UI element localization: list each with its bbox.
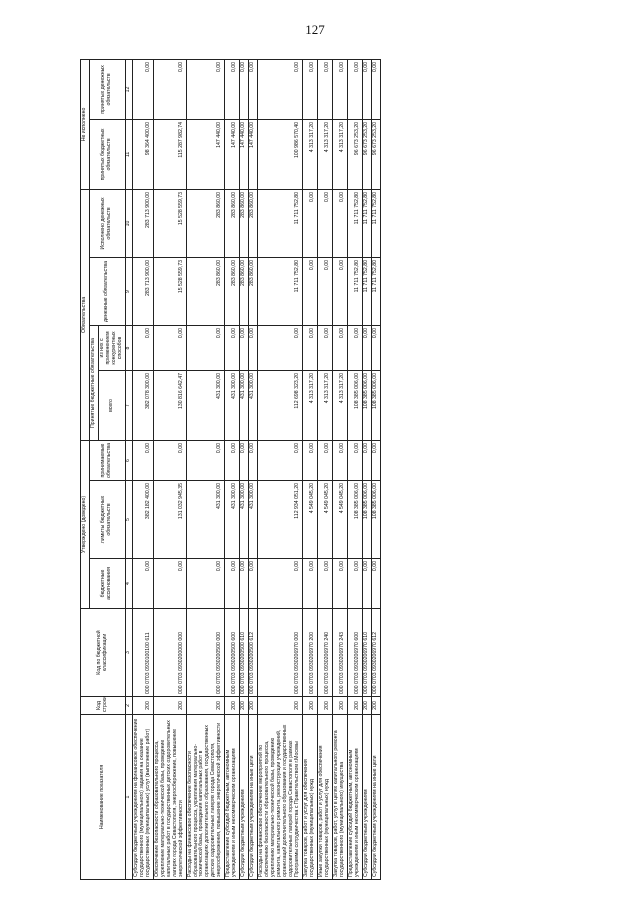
cell-not-exec-budget: 4 313 317,20: [332, 119, 347, 189]
cell-budget-assign: 0,00: [347, 559, 362, 609]
cell-total: 108 385 006,00: [371, 370, 380, 440]
cell-limits: 108 385 006,00: [347, 481, 362, 559]
cell-name: Расходы на финансовое обеспечение мероприятий по обеспечению безопасности образовательного процесса, укреплению материально-технической базы, проведению ремонта, капитального ремонта, реконструкции учреждений, организаций дополнительного образования и государственных оздоровительных лагерей города Севастополя в рамках Программы сотрудничества с Правительством г.Москвы: [258, 715, 303, 880]
cell-bk: 000 0703 0930200500 612: [249, 609, 258, 697]
cell-executed: 283 860,00: [240, 189, 249, 257]
header-competitive: из них с применением конкурентных способов: [98, 325, 125, 370]
table-row: [132, 59, 153, 879]
col-num: 3: [125, 609, 132, 697]
cell-budget-assign: 0,00: [371, 559, 380, 609]
cell-taken-obl: 0,00: [249, 440, 258, 480]
cell-name: Предоставление субсидий бюджетным, автономным учреждениям и иным некоммерческим организациям: [225, 715, 240, 880]
header-total: всего: [98, 370, 125, 440]
table-row: [225, 59, 240, 879]
cell-budget-assign: 0,00: [258, 559, 303, 609]
table-row: [371, 59, 380, 879]
col-num: 8: [125, 325, 132, 370]
cell-name: Субсидии бюджетным учреждениям: [362, 715, 371, 880]
header-budget-assign: бюджетные ассигнования: [89, 559, 125, 609]
cell-code: 200: [132, 697, 153, 715]
cell-code: 200: [317, 697, 332, 715]
cell-bk: 000 0703 0930206970 000: [258, 609, 303, 697]
cell-not-exec-money: 0,00: [362, 59, 371, 119]
cell-name: Обеспечение безопасности образовательного процесса, укрепление материально-технической базы, проведение капитальных работ в государственных детских оздоровительных лагерях города Севастополя, энергосбережение, повышение энергетической эффективности: [153, 715, 186, 880]
cell-not-exec-budget: 98 364 400,00: [132, 119, 153, 189]
cell-total: 431 300,00: [249, 370, 258, 440]
cell-money-obl: 0,00: [332, 257, 347, 325]
cell-competitive: 0,00: [240, 325, 249, 370]
header-approved: Утверждено (доведено): [81, 440, 90, 608]
cell-name: Закупка товаров, работ, услуг в целях капитального ремонта государственного (муниципального) имущества: [332, 715, 347, 880]
cell-executed: 11 711 752,80: [362, 189, 371, 257]
table-row: [240, 59, 249, 879]
cell-competitive: 0,00: [225, 325, 240, 370]
cell-money-obl: 15 528 559,73: [153, 257, 186, 325]
cell-competitive: 0,00: [258, 325, 303, 370]
cell-not-exec-budget: 147 440,00: [240, 119, 249, 189]
col-num: 2: [125, 697, 132, 715]
cell-money-obl: 11 711 752,80: [258, 257, 303, 325]
cell-taken-obl: 0,00: [347, 440, 362, 480]
cell-not-exec-budget: 100 986 570,40: [258, 119, 303, 189]
header-obligations: Обязательства: [81, 189, 90, 440]
cell-bk: 000 0703 0930206970 612: [371, 609, 380, 697]
cell-code: 200: [332, 697, 347, 715]
cell-budget-assign: 0,00: [249, 559, 258, 609]
cell-money-obl: 0,00: [317, 257, 332, 325]
cell-limits: 4 549 045,20: [303, 481, 318, 559]
cell-code: 200: [362, 697, 371, 715]
cell-code: 200: [240, 697, 249, 715]
cell-executed: 11 711 752,80: [258, 189, 303, 257]
cell-not-exec-money: 0,00: [258, 59, 303, 119]
cell-money-obl: 11 711 752,80: [347, 257, 362, 325]
col-num: 4: [125, 559, 132, 609]
cell-money-obl: 0,00: [303, 257, 318, 325]
cell-limits: 431 300,00: [249, 481, 258, 559]
cell-code: 200: [186, 697, 225, 715]
cell-not-exec-money: 0,00: [186, 59, 225, 119]
cell-budget-assign: 0,00: [186, 559, 225, 609]
header-not-executed: Не исполнено: [81, 59, 90, 189]
cell-bk: 000 0703 0930206970 600: [347, 609, 362, 697]
cell-taken-obl: 0,00: [240, 440, 249, 480]
cell-limits: 108 385 006,00: [371, 481, 380, 559]
cell-limits: 431 300,00: [240, 481, 249, 559]
cell-bk: 000 0703 0930206970 240: [317, 609, 332, 697]
cell-not-exec-budget: 115 287 982,74: [153, 119, 186, 189]
col-num: 6: [125, 440, 132, 480]
cell-total: 431 300,00: [240, 370, 249, 440]
cell-taken-obl: 0,00: [362, 440, 371, 480]
cell-competitive: 0,00: [249, 325, 258, 370]
cell-taken-obl: 0,00: [132, 440, 153, 480]
cell-money-obl: 11 711 752,80: [371, 257, 380, 325]
cell-limits: 112 934 051,20: [258, 481, 303, 559]
cell-executed: 283 860,00: [249, 189, 258, 257]
cell-total: 431 300,00: [186, 370, 225, 440]
col-num: 5: [125, 481, 132, 559]
cell-bk: 000 0703 0930200500 000: [186, 609, 225, 697]
header-code: Код строки: [81, 697, 126, 715]
cell-not-exec-money: 0,00: [240, 59, 249, 119]
table-body: [132, 59, 380, 879]
cell-name: Субсидии бюджетным учреждениям на финансовое обеспечение государственного (муниципального) задания на оказание государственных (муниципальных) услуг (выполнение работ): [132, 715, 153, 880]
table-row: [362, 59, 371, 879]
cell-code: 200: [258, 697, 303, 715]
cell-bk: 000 0703 0930200500 600: [225, 609, 240, 697]
cell-taken-obl: 0,00: [371, 440, 380, 480]
header-name: Наименование показателя: [81, 715, 126, 880]
cell-limits: 4 549 045,20: [332, 481, 347, 559]
cell-money-obl: 11 711 752,80: [362, 257, 371, 325]
cell-budget-assign: 0,00: [362, 559, 371, 609]
cell-bk: 000 0703 0930100100 611: [132, 609, 153, 697]
cell-not-exec-budget: 147 440,00: [186, 119, 225, 189]
table-row: [249, 59, 258, 879]
table-row: [332, 59, 347, 879]
cell-name: Расходы на финансовое обеспечение безопасности образовательного процесса, укрепления материально-технической базы, проведения капитальных работ в организациях дополнительного образования, государственных детских оздоровительных лагерях города Севастополя, энергосбережения, повышение энергетической эффективности: [186, 715, 225, 880]
cell-not-exec-budget: 147 440,00: [225, 119, 240, 189]
table-row: [317, 59, 332, 879]
cell-total: 108 385 006,00: [362, 370, 371, 440]
cell-name: Субсидии бюджетным учреждениям: [240, 715, 249, 880]
cell-executed: 11 711 752,80: [347, 189, 362, 257]
cell-not-exec-budget: 96 673 253,20: [347, 119, 362, 189]
cell-code: 200: [225, 697, 240, 715]
col-num: 9: [125, 257, 132, 325]
table-row: [303, 59, 318, 879]
table-row: [258, 59, 303, 879]
header-limits: лимиты бюджетных обязательств: [89, 481, 125, 559]
table-row: [347, 59, 362, 879]
col-num: 10: [125, 189, 132, 257]
cell-competitive: 0,00: [332, 325, 347, 370]
cell-limits: 131 032 945,35: [153, 481, 186, 559]
cell-not-exec-money: 0,00: [303, 59, 318, 119]
cell-competitive: 0,00: [186, 325, 225, 370]
cell-total: 4 313 317,20: [332, 370, 347, 440]
cell-money-obl: 283 860,00: [240, 257, 249, 325]
cell-budget-assign: 0,00: [132, 559, 153, 609]
cell-name: Иные закупки товаров, работ и услуг для обеспечения государственных (муниципальных) нужд: [317, 715, 332, 880]
cell-limits: 431 300,00: [186, 481, 225, 559]
rotated-table-container: [80, 60, 600, 880]
cell-not-exec-money: 0,00: [371, 59, 380, 119]
cell-bk: 000 0703 0930200000 000: [153, 609, 186, 697]
table-row: [186, 59, 225, 879]
cell-not-exec-money: 0,00: [132, 59, 153, 119]
col-num: 1: [125, 715, 132, 880]
cell-total: 130 816 642,47: [153, 370, 186, 440]
cell-not-exec-money: 0,00: [153, 59, 186, 119]
cell-code: 200: [371, 697, 380, 715]
column-number-row: [125, 59, 132, 879]
header-money-obl: денежные обязательства: [89, 257, 125, 325]
cell-total: 4 313 317,20: [317, 370, 332, 440]
header-not-exec-money: принятых денежных обязательств: [89, 59, 125, 119]
cell-total: 108 385 006,00: [347, 370, 362, 440]
header-not-exec-budget: принятых бюджетных обязательств: [89, 119, 125, 189]
cell-total: 431 300,00: [225, 370, 240, 440]
cell-limits: 108 385 006,00: [362, 481, 371, 559]
cell-not-exec-budget: 4 313 317,20: [317, 119, 332, 189]
cell-not-exec-budget: 147 440,00: [249, 119, 258, 189]
cell-code: 200: [153, 697, 186, 715]
cell-name: Субсидии бюджетным учреждениям на иные цели: [249, 715, 258, 880]
cell-not-exec-budget: 4 313 317,20: [303, 119, 318, 189]
cell-competitive: 0,00: [303, 325, 318, 370]
cell-bk: 000 0703 0930200500 610: [240, 609, 249, 697]
cell-executed: 0,00: [317, 189, 332, 257]
cell-total: 4 313 317,20: [303, 370, 318, 440]
cell-budget-assign: 0,00: [303, 559, 318, 609]
page-number: 127: [305, 22, 325, 37]
cell-taken-obl: 0,00: [225, 440, 240, 480]
cell-total: 382 078 300,00: [132, 370, 153, 440]
cell-money-obl: 283 860,00: [225, 257, 240, 325]
header-bk: Код по бюджетной классификации: [81, 609, 126, 697]
cell-executed: 15 528 559,73: [153, 189, 186, 257]
cell-bk: 000 0703 0930206970 200: [303, 609, 318, 697]
cell-competitive: 0,00: [362, 325, 371, 370]
cell-limits: 431 300,00: [225, 481, 240, 559]
cell-competitive: 0,00: [371, 325, 380, 370]
cell-limits: 382 182 400,00: [132, 481, 153, 559]
table-row: [153, 59, 186, 879]
cell-money-obl: 283 713 900,00: [132, 257, 153, 325]
cell-budget-assign: 0,00: [153, 559, 186, 609]
cell-name: Предоставление субсидий бюджетным, автономным учреждениям и иным некоммерческим организациям: [347, 715, 362, 880]
cell-executed: 283 860,00: [225, 189, 240, 257]
header-executed: Исполнено денежных обязательств: [89, 189, 125, 257]
cell-budget-assign: 0,00: [240, 559, 249, 609]
cell-taken-obl: 0,00: [186, 440, 225, 480]
cell-not-exec-money: 0,00: [225, 59, 240, 119]
cell-not-exec-budget: 96 673 253,20: [362, 119, 371, 189]
cell-budget-assign: 0,00: [332, 559, 347, 609]
cell-taken-obl: 0,00: [332, 440, 347, 480]
cell-budget-assign: 0,00: [317, 559, 332, 609]
cell-not-exec-budget: 96 673 253,20: [371, 119, 380, 189]
cell-not-exec-money: 0,00: [249, 59, 258, 119]
cell-executed: 0,00: [332, 189, 347, 257]
cell-executed: 11 711 752,80: [371, 189, 380, 257]
cell-executed: 283 713 900,00: [132, 189, 153, 257]
cell-not-exec-money: 0,00: [332, 59, 347, 119]
cell-code: 200: [303, 697, 318, 715]
col-num: 11: [125, 119, 132, 189]
cell-competitive: 0,00: [153, 325, 186, 370]
col-num: 12: [125, 59, 132, 119]
cell-code: 200: [249, 697, 258, 715]
cell-code: 200: [347, 697, 362, 715]
cell-taken-obl: 0,00: [258, 440, 303, 480]
cell-competitive: 0,00: [317, 325, 332, 370]
cell-taken-obl: 0,00: [317, 440, 332, 480]
budget-table: [80, 59, 381, 880]
cell-budget-assign: 0,00: [225, 559, 240, 609]
cell-not-exec-money: 0,00: [317, 59, 332, 119]
cell-not-exec-money: 0,00: [347, 59, 362, 119]
cell-money-obl: 283 860,00: [249, 257, 258, 325]
cell-taken-obl: 0,00: [303, 440, 318, 480]
cell-executed: 0,00: [303, 189, 318, 257]
cell-money-obl: 283 860,00: [186, 257, 225, 325]
cell-executed: 283 860,00: [186, 189, 225, 257]
cell-name: Субсидии бюджетным учреждениям на иные цели: [371, 715, 380, 880]
header-taken-obl: принимаемые обязательства: [89, 440, 125, 480]
cell-total: 112 698 323,20: [258, 370, 303, 440]
cell-competitive: 0,00: [347, 325, 362, 370]
cell-taken-obl: 0,00: [153, 440, 186, 480]
cell-competitive: 0,00: [132, 325, 153, 370]
cell-bk: 000 0703 0930206970 610: [362, 609, 371, 697]
cell-name: Закупка товаров, работ и услуг для обеспечения государственных (муниципальных) нужд: [303, 715, 318, 880]
cell-bk: 000 0703 0930206970 243: [332, 609, 347, 697]
header-accepted-budget: Принятые бюджетные обязательства: [89, 325, 98, 440]
col-num: 7: [125, 370, 132, 440]
cell-limits: 4 549 045,20: [317, 481, 332, 559]
